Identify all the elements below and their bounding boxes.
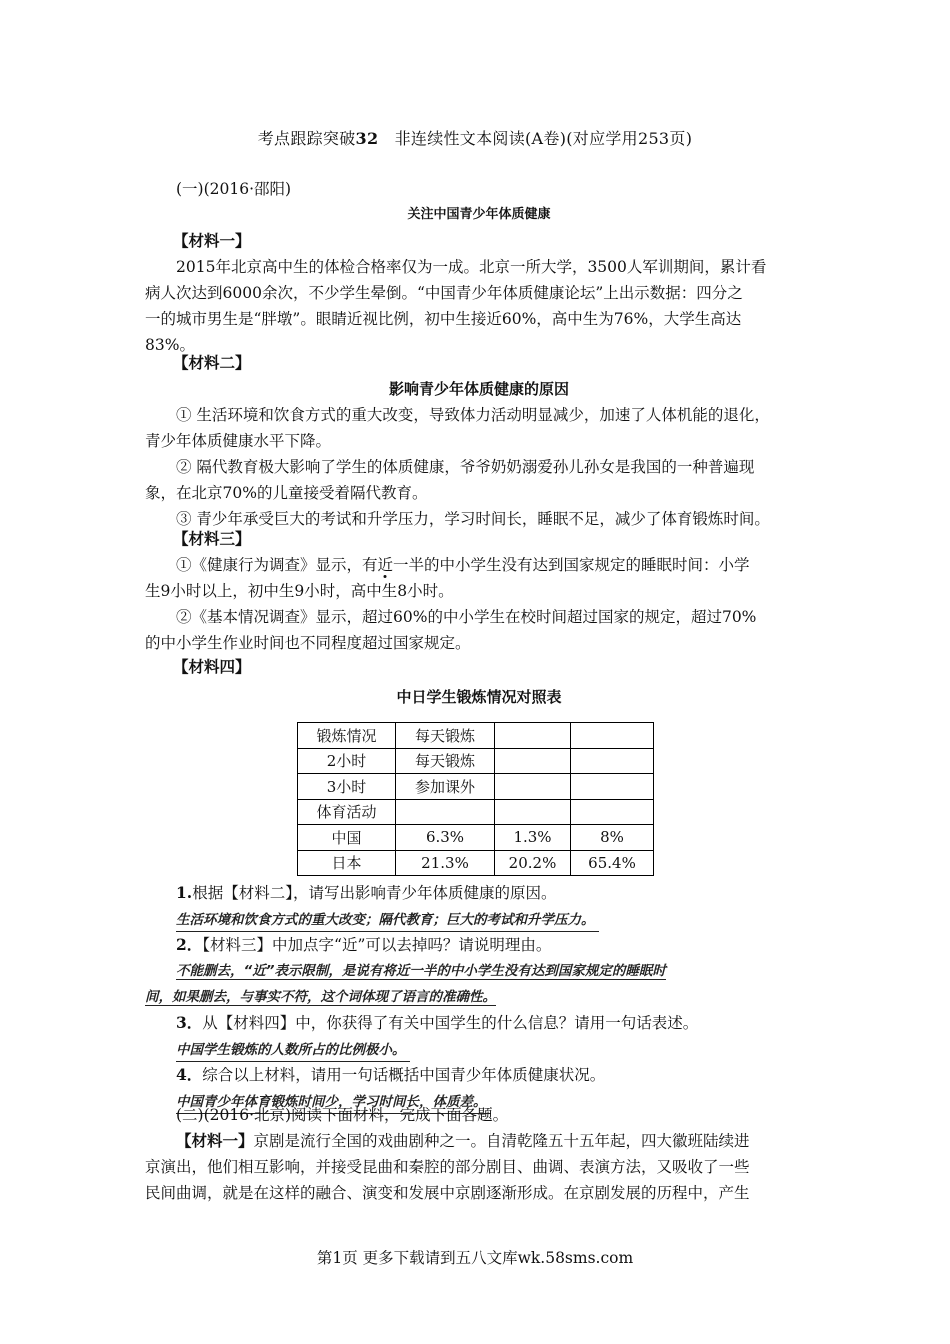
- material-three-text: 一半的中小学生没有达到国家规定的睡眠时间：小学: [393, 556, 750, 574]
- title-prefix: 考点跟踪突破: [257, 129, 356, 148]
- question-1: [145, 880, 813, 906]
- answer-3: [145, 1036, 813, 1062]
- answer-text: 不能删去，“近”表示限制，是说有将近一半的中小学生没有达到国家规定的睡眠时: [176, 963, 666, 979]
- question-2: [145, 932, 813, 958]
- table-row: [298, 825, 654, 851]
- table-row: [298, 774, 654, 800]
- table-cell: [571, 799, 654, 825]
- table-cell: 1.3%: [495, 825, 571, 851]
- section-two-label: 【材料一】: [176, 1131, 254, 1150]
- material-four: [145, 654, 813, 710]
- material-three-label: 【材料三】: [173, 529, 251, 548]
- material-four-label: 【材料四】: [173, 657, 251, 676]
- table-row: [298, 799, 654, 825]
- material-three-text: ①《健康行为调查》显示，有: [176, 556, 378, 574]
- answer-2: [145, 958, 813, 1010]
- table-cell: 3小时: [298, 774, 396, 800]
- page-footer: 第1页 更多下载请到五八文库wk.58sms.com: [316, 1249, 634, 1267]
- question-text: 综合以上材料，请用一句话概括中国青少年体质健康状况。: [202, 1066, 606, 1084]
- question-text: 从【材料四】中，你获得了有关中国学生的什么信息？请用一句话表述。: [202, 1014, 699, 1032]
- table-cell: [396, 799, 495, 825]
- table-row: [298, 748, 654, 774]
- table-cell: 65.4%: [571, 850, 654, 876]
- material-one-line: 病人次达到6000余次，不少学生晕倒。“中国青少年体质健康论坛”上出示数据：四分之: [145, 284, 743, 302]
- table-cell: [495, 774, 571, 800]
- table-cell: 6.3%: [396, 825, 495, 851]
- exercise-comparison-table: [297, 722, 654, 876]
- material-four-subtitle: 中日学生锻炼情况对照表: [396, 688, 562, 706]
- answer-text: 间，如果删去，与事实不符，这个词体现了语言的准确性。: [145, 989, 496, 1005]
- page-title: [0, 126, 950, 149]
- section-one-source: (一)(2016·邵阳): [176, 180, 292, 198]
- table-cell: [571, 723, 654, 749]
- table-cell: [495, 799, 571, 825]
- section-one: [145, 176, 813, 202]
- section-two-source: (二)(2016·北京)阅读下面材料，完成下面各题。: [176, 1106, 509, 1124]
- question-number: 3．: [176, 1013, 203, 1032]
- question-number: 1.: [176, 883, 193, 902]
- material-one-line: 2015年北京高中生的体检合格率仅为一成。北京一所大学，3500人军训期间，累计看: [176, 258, 767, 276]
- questions: [145, 880, 813, 1114]
- answer-text: 中国学生锻炼的人数所占的比例极小。: [176, 1039, 410, 1062]
- question-number: 2．: [176, 935, 203, 954]
- table-cell: 20.2%: [495, 850, 571, 876]
- material-three: [145, 526, 813, 656]
- title-number: 32: [355, 129, 379, 148]
- section-two-line: 京演出，他们相互影响，并接受昆曲和秦腔的部分剧目、曲调、表演方法，又吸收了一些: [145, 1158, 750, 1176]
- table-cell: 每天锻炼: [396, 748, 495, 774]
- table-cell: 日本: [298, 850, 396, 876]
- material-two-line: ② 隔代教育极大影响了学生的体质健康，爷爷奶奶溺爱孙儿孙女是我国的一种普遍现: [176, 458, 755, 476]
- material-three-line: 的中小学生作业时间也不同程度超过国家规定。: [145, 634, 471, 652]
- table-cell: 8%: [571, 825, 654, 851]
- title-rest: 非连续性文本阅读(A卷)(对应学用253页): [394, 129, 693, 148]
- material-two-line: 青少年体质健康水平下降。: [145, 432, 332, 450]
- question-text: 【材料三】中加点字“近”可以去掉吗？请说明理由。: [202, 936, 552, 954]
- material-three-line: 生9小时以上，初中生9小时，高中生8小时。: [145, 582, 454, 600]
- section-two-text: 京剧是流行全国的戏曲剧种之一。自清乾隆五十五年起，四大徽班陆续进: [253, 1132, 750, 1150]
- table-cell: 锻炼情况: [298, 723, 396, 749]
- table-cell: [495, 723, 571, 749]
- material-one-label: 【材料一】: [173, 231, 251, 250]
- section-two-line: 民间曲调，就是在这样的融合、演变和发展中京剧逐渐形成。在京剧发展的历程中，产生: [145, 1184, 750, 1202]
- material-two-label: 【材料二】: [173, 353, 251, 372]
- material-two-line: ① 生活环境和饮食方式的重大改变，导致体力活动明显减少，加速了人体机能的退化，: [176, 406, 770, 424]
- table-cell: 2小时: [298, 748, 396, 774]
- question-4: [145, 1062, 813, 1088]
- table-cell: [571, 748, 654, 774]
- material-two: [145, 350, 813, 532]
- section-one-heading: 关注中国青少年体质健康: [407, 207, 551, 222]
- section-one-heading-wrap: [145, 202, 813, 228]
- material-three-line: ②《基本情况调查》显示，超过60%的中小学生在校时间超过国家的规定，超过70%: [176, 608, 757, 626]
- emphasis-dot-char: 近: [377, 556, 394, 574]
- table-cell: 体育活动: [298, 799, 396, 825]
- material-two-subtitle: 影响青少年体质健康的原因: [388, 380, 569, 398]
- table-cell: 参加课外: [396, 774, 495, 800]
- material-one-line: 83%。: [145, 336, 195, 354]
- material-one: [145, 228, 813, 358]
- table-row: [298, 723, 654, 749]
- question-number: 4．: [176, 1065, 203, 1084]
- table-cell: 中国: [298, 825, 396, 851]
- answer-1: [145, 906, 813, 932]
- material-three-line: [145, 552, 813, 578]
- material-one-line: 一的城市男生是“胖墩”。眼睛近视比例，初中生接近60%，高中生为76%，大学生高达: [145, 310, 742, 328]
- question-text: 根据【材料二】，请写出影响青少年体质健康的原因。: [192, 884, 557, 902]
- table-row: [298, 850, 654, 876]
- answer-text: 生活环境和饮食方式的重大改变；隔代教育；巨大的考试和升学压力。: [176, 909, 599, 932]
- material-two-line: ③ 青少年承受巨大的考试和升学压力，学习时间长，睡眠不足，减少了体育锻炼时间。: [176, 510, 770, 528]
- material-two-line: 象，在北京70%的儿童接受着隔代教育。: [145, 484, 428, 502]
- answer-text: 中国青少年体育锻炼时间少，学习时间长，体质差。: [176, 1091, 491, 1114]
- table-cell: 21.3%: [396, 850, 495, 876]
- section-two-line: [145, 1128, 813, 1154]
- table-cell: [571, 774, 654, 800]
- section-two: [145, 1102, 813, 1206]
- question-3: [145, 1010, 813, 1036]
- table-cell: 每天锻炼: [396, 723, 495, 749]
- table-cell: [495, 748, 571, 774]
